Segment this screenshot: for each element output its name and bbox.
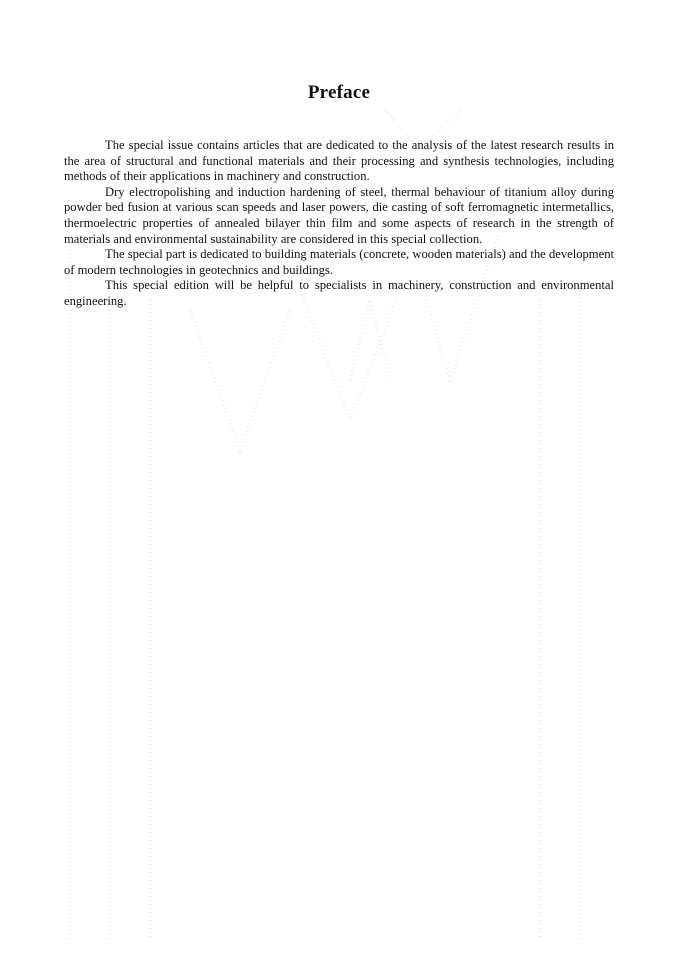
- paragraph: This special edition will be helpful to specialists in machinery, construction and environmental engineering.: [64, 278, 614, 308]
- page-title: Preface: [307, 82, 371, 103]
- paragraph: The special part is dedicated to building materials (concrete, wooden materials) and the development of modern technologies in geotechnics and buildings.: [64, 247, 614, 277]
- paragraph: Dry electropolishing and induction hardening of steel, thermal behaviour of titanium alloy during powder bed fusion at various scan speeds and laser powers, die casting of soft ferromagnetic intermetallics, thermoelectric properties of annealed bilayer thin film and some aspects of research in the strength of materials and environmental sustainability are considered in this special collection.: [64, 184, 614, 246]
- preface-body: [64, 138, 614, 310]
- paragraph: The special issue contains articles that are dedicated to the analysis of the latest research results in the area of structural and functional materials and their processing and synthesis technologies, including methods of their applications in machinery and construction.: [64, 138, 614, 184]
